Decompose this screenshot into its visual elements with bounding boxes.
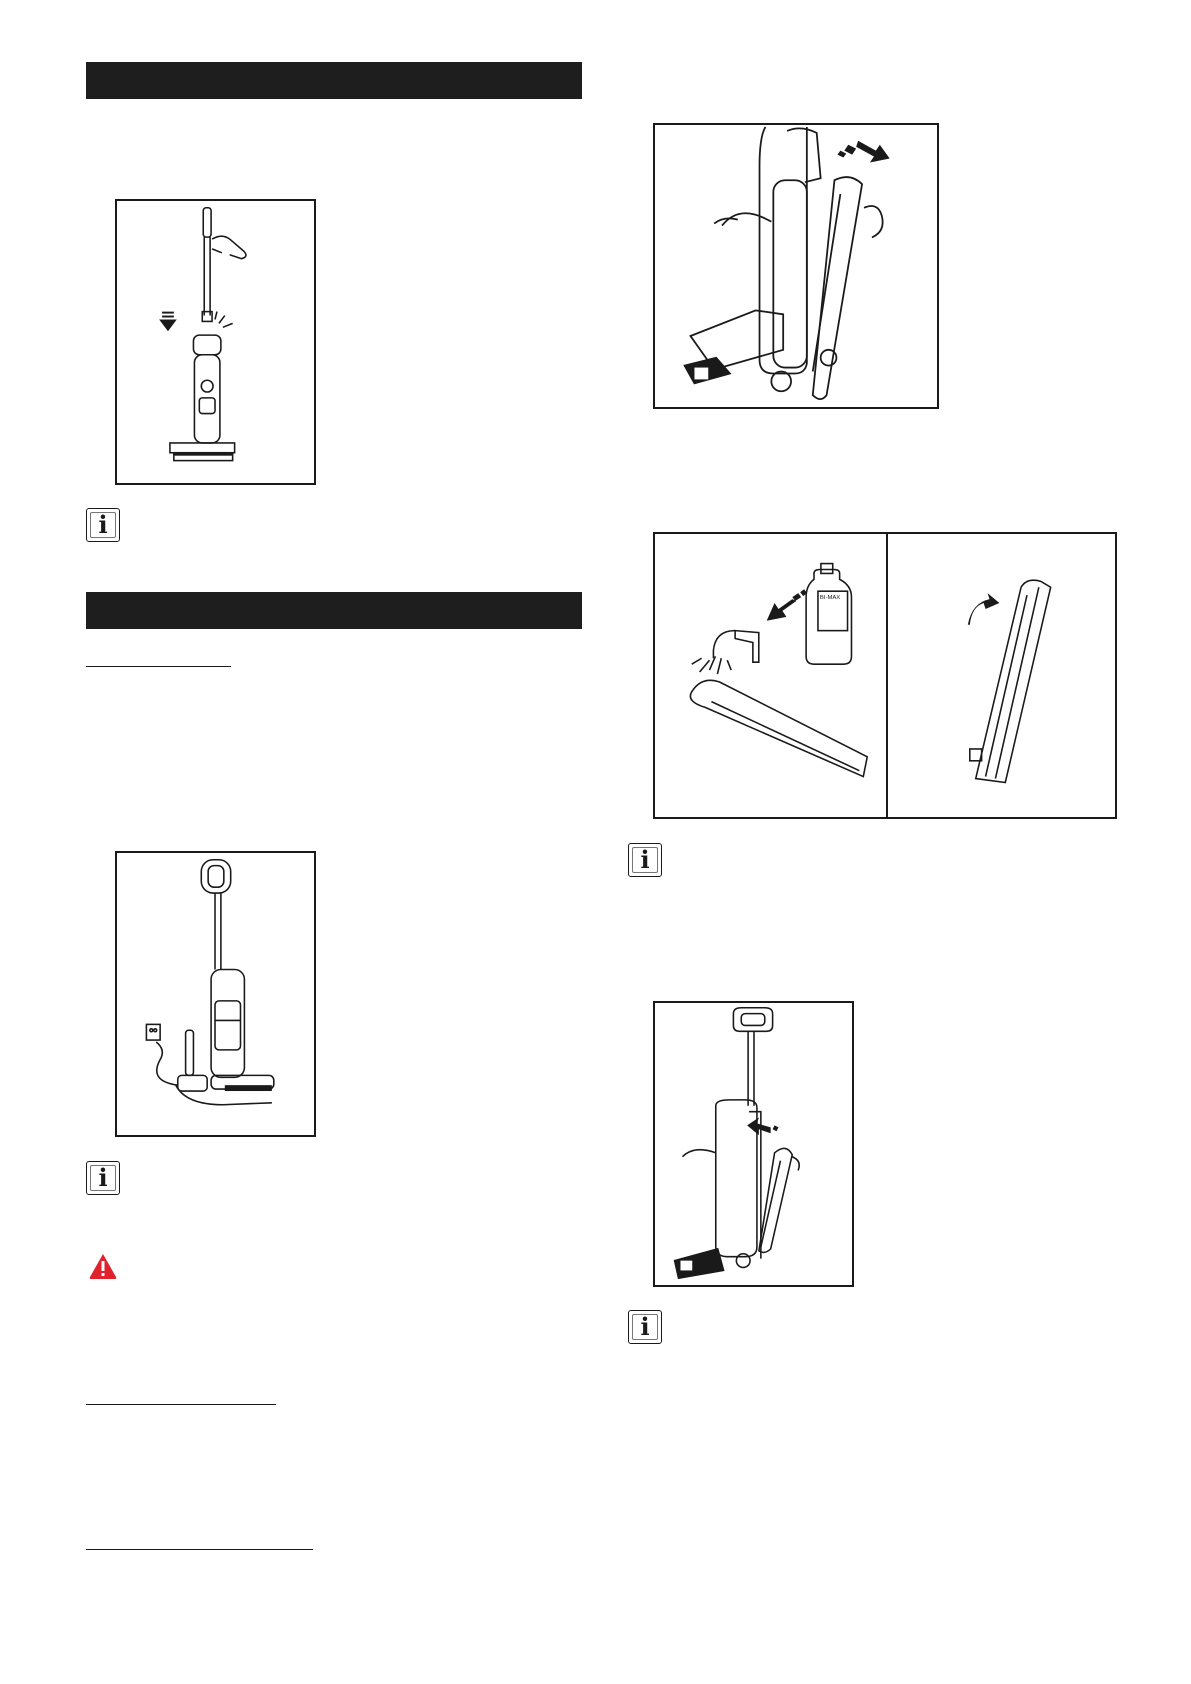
figure-insert-tank xyxy=(653,1001,854,1287)
attach-handle-illustration xyxy=(117,201,314,483)
info-icon: i xyxy=(86,1161,120,1195)
bottle-label: BI-MAX xyxy=(819,595,841,602)
figure-rinse-dry xyxy=(653,532,1117,819)
subheading-underline-3 xyxy=(86,1549,313,1550)
charging-illustration xyxy=(117,853,314,1135)
remove-tank-illustration xyxy=(655,125,937,407)
figure-attach-handle xyxy=(115,199,316,485)
insert-tank-illustration xyxy=(655,1003,852,1285)
figure-charging xyxy=(115,851,316,1137)
warning-icon xyxy=(88,1252,118,1280)
dry-tank-illustration xyxy=(655,534,1115,817)
info-icon: i xyxy=(628,1310,662,1344)
subheading-underline-1 xyxy=(86,666,231,667)
section-header-bar-2 xyxy=(86,592,582,629)
info-icon: i xyxy=(628,843,662,877)
section-header-bar-1 xyxy=(86,62,582,99)
figure-remove-tank xyxy=(653,123,939,409)
subheading-underline-2 xyxy=(86,1404,276,1405)
info-icon: i xyxy=(86,508,120,542)
